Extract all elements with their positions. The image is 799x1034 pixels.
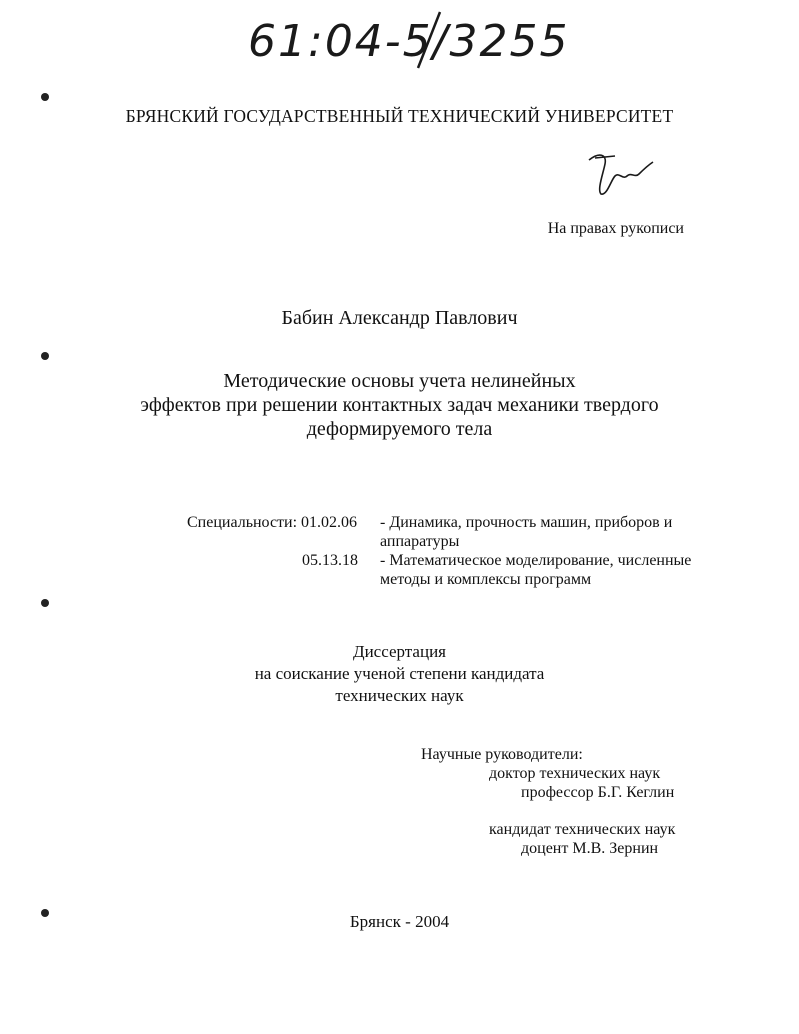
manuscript-note: На правах рукописи xyxy=(547,220,684,237)
supervisor-name: профессор Б.Г. Кеглин xyxy=(521,784,675,801)
specialty-code: 05.13.18 xyxy=(302,552,358,569)
supervisor-degree: доктор технических наук xyxy=(489,765,661,782)
title-line: эффектов при решении контактных задач механики твердого xyxy=(140,394,659,416)
city-year: Брянск - 2004 xyxy=(349,912,450,931)
punch-hole-speck xyxy=(40,351,50,361)
punch-hole-speck xyxy=(40,598,50,608)
university-heading: БРЯНСКИЙ ГОСУДАРСТВЕННЫЙ ТЕХНИЧЕСКИЙ УНИВЕРСИТЕТ xyxy=(125,106,674,126)
degree-statement xyxy=(0,641,799,707)
title-line: Методические основы учета нелинейных xyxy=(223,370,576,392)
specialty-description: - Динамика, прочность машин, приборов и аппаратуры xyxy=(380,514,673,550)
title-line: деформируемого тела xyxy=(306,418,493,440)
signature-icon xyxy=(585,150,655,198)
degree-line: Диссертация xyxy=(352,642,446,661)
degree-line: на соискание ученой степени кандидата xyxy=(254,664,545,683)
specialties-label: Специальности: 01.02.06 xyxy=(187,514,358,531)
dissertation-title xyxy=(0,369,799,441)
punch-hole-speck xyxy=(40,92,50,102)
specialty-description: - Математическое моделирование, численные методы и комплексы программ xyxy=(380,552,692,588)
author-name: Бабин Александр Павлович xyxy=(281,307,518,329)
degree-line: технических наук xyxy=(335,686,464,705)
supervisor-name: доцент М.В. Зернин xyxy=(521,840,659,857)
archive-code-text: 61:04-5/3255 xyxy=(248,16,570,67)
handwritten-archive-code xyxy=(240,8,580,70)
supervisors-heading: Научные руководители: xyxy=(421,746,583,763)
supervisor-degree: кандидат технических наук xyxy=(489,821,676,838)
